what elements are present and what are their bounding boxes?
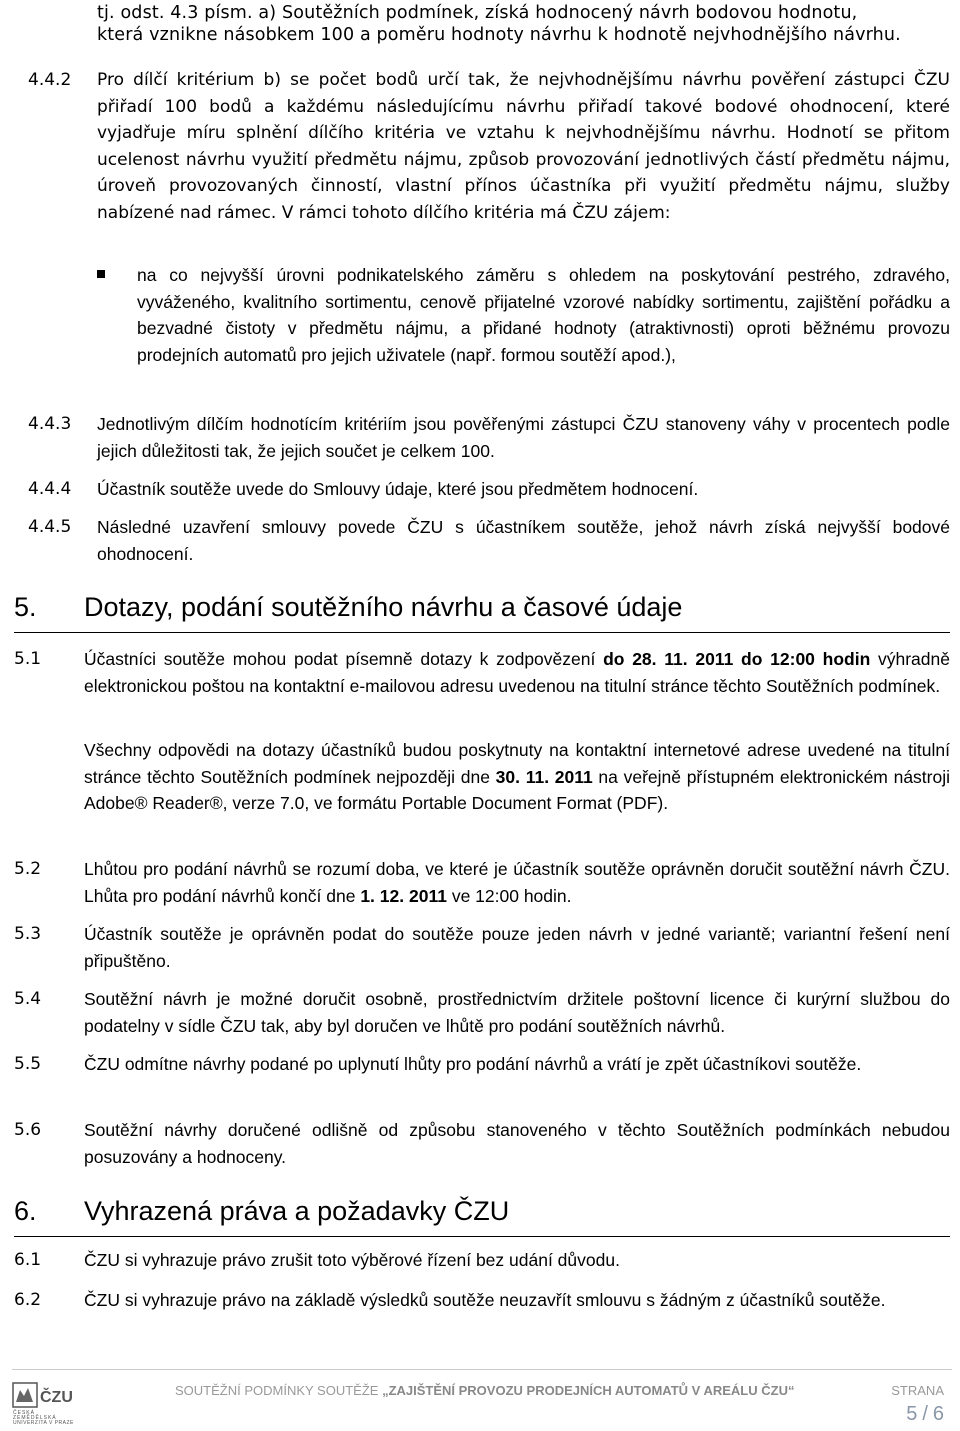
clause-number-4-4-3: 4.4.3 [28, 414, 72, 434]
section-title-5: Dotazy, podání soutěžního návrhu a časové údaje [84, 592, 683, 622]
logo-caption-3: UNIVERZITA V PRAZE [13, 1420, 74, 1426]
clause-5-1-text [84, 646, 950, 699]
clause-5-1-continuation [84, 737, 950, 817]
clause-number-4-4-2: 4.4.2 [28, 70, 72, 90]
footer-page-label: STRANA [891, 1383, 944, 1398]
page-current: 5 [906, 1403, 918, 1425]
clause-number-5-2: 5.2 [14, 859, 42, 879]
clause-6-2-text: ČZU si vyhrazuje právo na základě výsledků soutěže neuzavřít smlouvu s žádným z účastníků soutěže. [84, 1290, 886, 1310]
section-title-6: Vyhrazená práva a požadavky ČZU [84, 1196, 510, 1226]
clause-6-1-text: ČZU si vyhrazuje právo zrušit toto výběrové řízení bez udání důvodu. [84, 1250, 620, 1270]
clause-number-5-4: 5.4 [14, 989, 42, 1009]
section-heading-6 [14, 1196, 950, 1237]
clause-number-5-6: 5.6 [14, 1120, 42, 1140]
clause-4-4-2-text: Pro dílčí kritérium b) se počet bodů určí tak, že nejvhodnějšímu návrhu pověření zástupci ČZU přiřadí 100 bodů a každému následujícímu návrhu přiřadí takové bodové ohodnocení, které vyjadřuje míru splnění dílčího kritéria ve vztahu k nejvhodnějšímu návrhu. Hodnotí se přitom ucelenost návrhu využití předmětu nájmu, způsob provozování jednotlivých částí předmětu nájmu, úroveň provozovaných činností, vlastní přínos účastníka při využití předmětu nájmu, služby nabízené nad rámec. V rámci tohoto dílčího kritéria má ČZU zájem: [97, 70, 950, 223]
footer-prefix: SOUTĚŽNÍ PODMÍNKY SOUTĚŽE [175, 1383, 383, 1398]
clause-5-3-text: Účastník soutěže je oprávněn podat do soutěže pouze jeden návrh v jedné variantě; variantní řešení není připuštěno. [84, 924, 950, 971]
clause-4-4-4-text: Účastník soutěže uvede do Smlouvy údaje, které jsou předmětem hodnocení. [97, 479, 699, 499]
section-heading-5 [14, 592, 950, 633]
logo-caption-1: ČESKÁ [13, 1410, 35, 1416]
clause-5-2-text [84, 856, 950, 909]
page-total: 6 [932, 1403, 944, 1425]
intro-line-1: tj. odst. 4.3 písm. a) Soutěžních podmínek, získá hodnocený návrh bodovou hodnotu, [97, 3, 858, 23]
clause-5-1-part-b: výhradně elektronickou poštou na kontaktní e-mailovou adresu uvedenou na titulní stránce těchto Soutěžních podmínek. [84, 649, 950, 696]
clause-number-4-4-4: 4.4.4 [28, 479, 72, 499]
footer-divider [12, 1369, 952, 1370]
bullet-square-icon [97, 270, 105, 278]
czu-logo-icon [12, 1382, 82, 1426]
section-number-5: 5. [14, 592, 37, 622]
clause-4-4-5-text: Následné uzavření smlouvy povede ČZU s účastníkem soutěže, jehož návrh získá nejvyšší bodové ohodnocení. [97, 517, 950, 564]
clause-5-1c-part-b: na veřejně přístupném elektronickém nástroji Adobe® Reader®, verze 7.0, ve formátu Portable Document Format (PDF). [84, 766, 950, 814]
clause-5-1c-part-a: Všechny odpovědi na dotazy účastníků budou poskytnuty na kontaktní internetové adrese uvedené na titulní stránce těchto Soutěžních podmínek nejpozději dne [84, 740, 950, 787]
clause-number-4-4-5: 4.4.5 [28, 517, 72, 537]
clause-5-2-part-b: ve 12:00 hodin. [446, 885, 572, 906]
logo-mark-text: ČZU [40, 1389, 73, 1406]
clause-5-1-part-a: Účastníci soutěže mohou podat písemně dotazy k zodpovězení [84, 649, 604, 669]
clause-5-5-text: ČZU odmítne návrhy podané po uplynutí lhůty pro podání návrhů a vrátí je zpět účastníkovi soutěže. [84, 1054, 862, 1074]
clause-number-5-5: 5.5 [14, 1054, 42, 1074]
footer-page-number [906, 1403, 944, 1426]
clause-number-5-3: 5.3 [14, 924, 42, 944]
clause-number-6-1: 6.1 [14, 1250, 42, 1270]
section-number-6: 6. [14, 1196, 37, 1226]
clause-number-5-1: 5.1 [14, 649, 42, 669]
bullet-item-text: na co nejvyšší úrovni podnikatelského záměru s ohledem na poskytování pestrého, zdravého, vyváženého, kvalitního sortimentu, cenově přijatelné vzorové nabídky sortimentu, zajištění pořádku a bezvadné čistoty v předmětu nájmu, a přidané hodnoty (atraktivnosti) oproti běžnému provozu prodejních automatů pro jejich uživatele (např. formou soutěží apod.), [137, 265, 950, 365]
clause-5-6-text: Soutěžní návrhy doručené odlišně od způsobu stanoveného v těchto Soutěžních podmínkách nebudou posuzovány a hodnoceny. [84, 1120, 950, 1167]
footer-quoted-title: „ZAJIŠTĚNÍ PROVOZU PRODEJNÍCH AUTOMATŮ V AREÁLU ČZU“ [382, 1383, 795, 1398]
clause-5-1-deadline: do 28. 11. 2011 do 12:00 hodin [603, 649, 871, 669]
clause-5-2-part-a: Lhůtou pro podání návrhů se rozumí doba, ve které je účastník soutěže oprávněn doručit soutěžní návrh ČZU. Lhůta pro podání návrhů končí dne [84, 859, 950, 906]
clause-5-1c-date: 30. 11. 2011 [495, 766, 593, 787]
footer-document-title [175, 1383, 794, 1398]
clause-5-2-date: 1. 12. 2011 [360, 885, 447, 906]
clause-5-4-text: Soutěžní návrh je možné doručit osobně, prostřednictvím držitele poštovní licence či kurýrní službou do podatelny v sídle ČZU tak, aby byl doručen ve lhůtě pro podání soutěžních návrhů. [84, 989, 950, 1036]
logo-caption-2: ZEMĚDĚLSKÁ [13, 1415, 57, 1421]
clause-4-4-3-text: Jednotlivým dílčím hodnotícím kritériím jsou pověřenými zástupci ČZU stanoveny váhy v procentech podle jejich důležitosti tak, že jejich součet je celkem 100. [97, 414, 950, 461]
intro-line-2: která vznikne násobkem 100 a poměru hodnoty návrhu k hodnotě nejvhodnějšího návrhu. [97, 25, 901, 45]
clause-number-6-2: 6.2 [14, 1290, 42, 1310]
page-separator: / [922, 1403, 928, 1425]
